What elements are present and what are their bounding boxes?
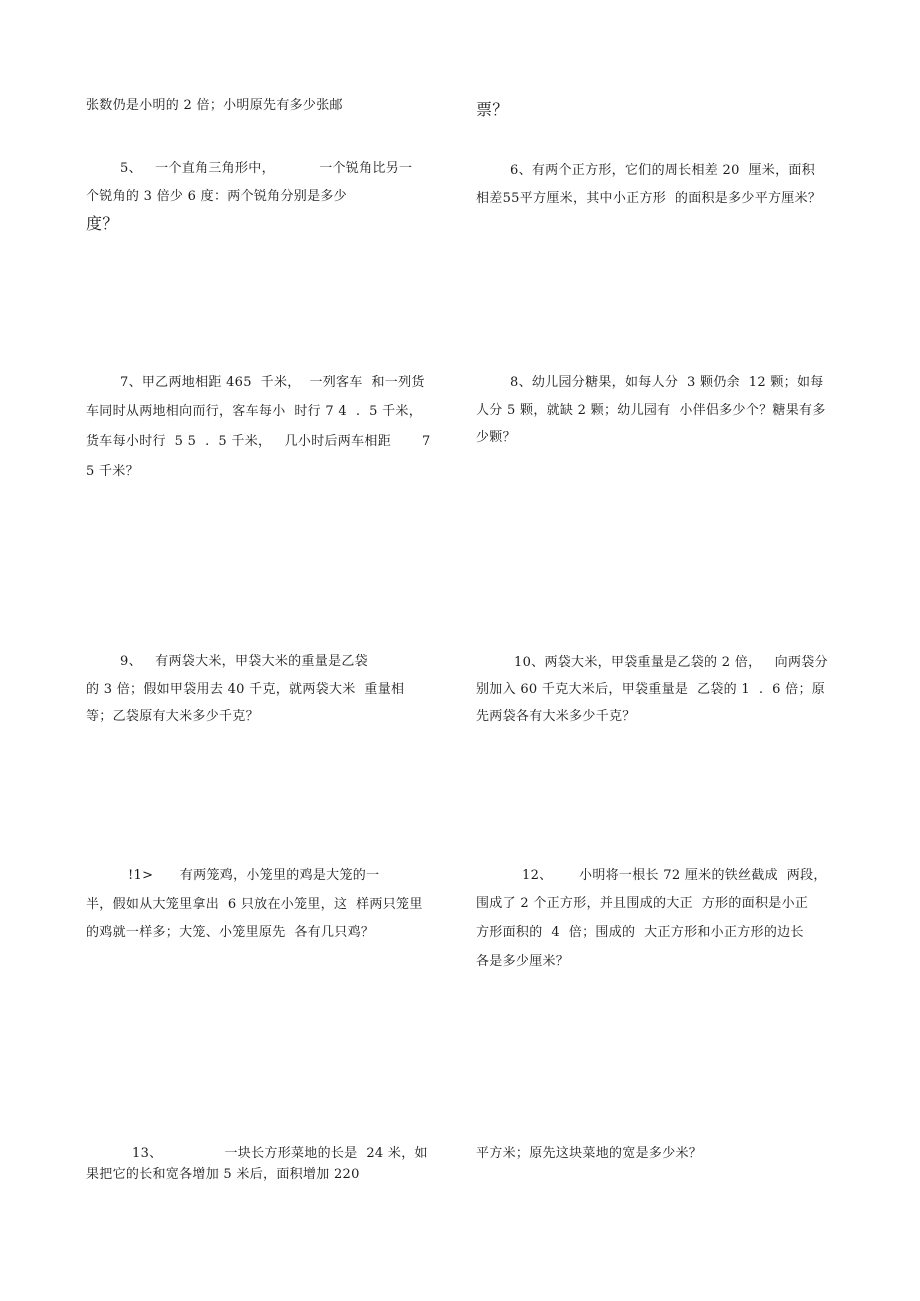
problem-6-line-2: 相差55平方厘米，其中小正方形 的面积是多少平方厘米？ — [476, 191, 822, 206]
problem-11-line-1: !1> 有两笼鸡，小笼里的鸡是大笼的一 — [128, 868, 380, 883]
problem-12-line-1: 12、 小明将一根长 72 厘米的铁丝截成 两段， — [522, 868, 827, 883]
problem-7-line-3: 货车每小时行 5 5 . 5 千米， 几小时后两车相距 7 — [86, 434, 431, 449]
problem-13-line-2: 果把它的长和宽各增加 5 米后，面积增加 220 — [86, 1167, 360, 1182]
problem-9-line-3: 等；乙袋原有大米多少千克？ — [86, 709, 259, 724]
problem-7-line-1: 7、甲乙两地相距 465 千米， 一列客车 和一列货 — [120, 375, 425, 390]
problem-10-line-1: 10、两袋大米，甲袋重量是乙袋的 2 倍， 向两袋分 — [514, 655, 828, 670]
problem-7-line-2: 车同时从两地相向而行，客车每小 时行 7 4 . 5 千米， — [86, 404, 423, 419]
problem-11-line-3: 的鸡就一样多；大笼、小笼里原先 各有几只鸡？ — [86, 925, 375, 940]
problem-7-line-4: 5 千米？ — [86, 464, 139, 479]
problem-12-line-2: 围成了 2 个正方形，并且围成的大正 方形的面积是小正 — [476, 896, 809, 911]
problem-12-line-3: 方形面积的 4 倍；围成的 大正方形和小正方形的边长 — [476, 925, 804, 940]
problem-5-line-1: 5、 一个直角三角形中， 一个锐角比另一 — [120, 161, 413, 176]
problem-13-line-3: 平方米；原先这块菜地的宽是多少米？ — [476, 1146, 703, 1161]
problem-8-line-3: 少颗？ — [476, 430, 516, 445]
problem-5-line-3: 度？ — [86, 214, 119, 233]
problem-6-line-1: 6、有两个正方形，它们的周长相差 20 厘米，面积 — [510, 163, 816, 178]
problem-5-line-2: 个锐角的 3 倍少 6 度：两个锐角分别是多少 — [86, 189, 347, 204]
problem-8-line-1: 8、幼儿园分糖果，如每人分 3 颗仍余 12 颗；如每 — [510, 375, 824, 390]
problem-4-line-1: 张数仍是小明的 2 倍；小明原先有多少张邮 — [86, 98, 343, 113]
problem-10-line-3: 先两袋各有大米多少千克？ — [476, 709, 636, 724]
problem-11-line-2: 半，假如从大笼里拿出 6 只放在小笼里，这 样两只笼里 — [86, 897, 423, 912]
problem-12-line-4: 各是多少厘米？ — [476, 954, 570, 969]
problem-9-line-1: 9、 有两袋大米，甲袋大米的重量是乙袋 — [120, 654, 368, 669]
problem-9-line-2: 的 3 倍；假如甲袋用去 40 千克，就两袋大米 重量相 — [86, 682, 405, 697]
problem-8-line-2: 人分 5 颗，就缺 2 颗；幼儿园有 小伴侣多少个？糖果有多 — [476, 403, 826, 418]
problem-4-line-2: 票？ — [476, 100, 509, 119]
problem-13-line-1: 13、 一块长方形菜地的长是 24 米，如 — [132, 1146, 428, 1161]
problem-10-line-2: 别加入 60 千克大米后，甲袋重量是 乙袋的 1 . 6 倍；原 — [476, 682, 826, 697]
